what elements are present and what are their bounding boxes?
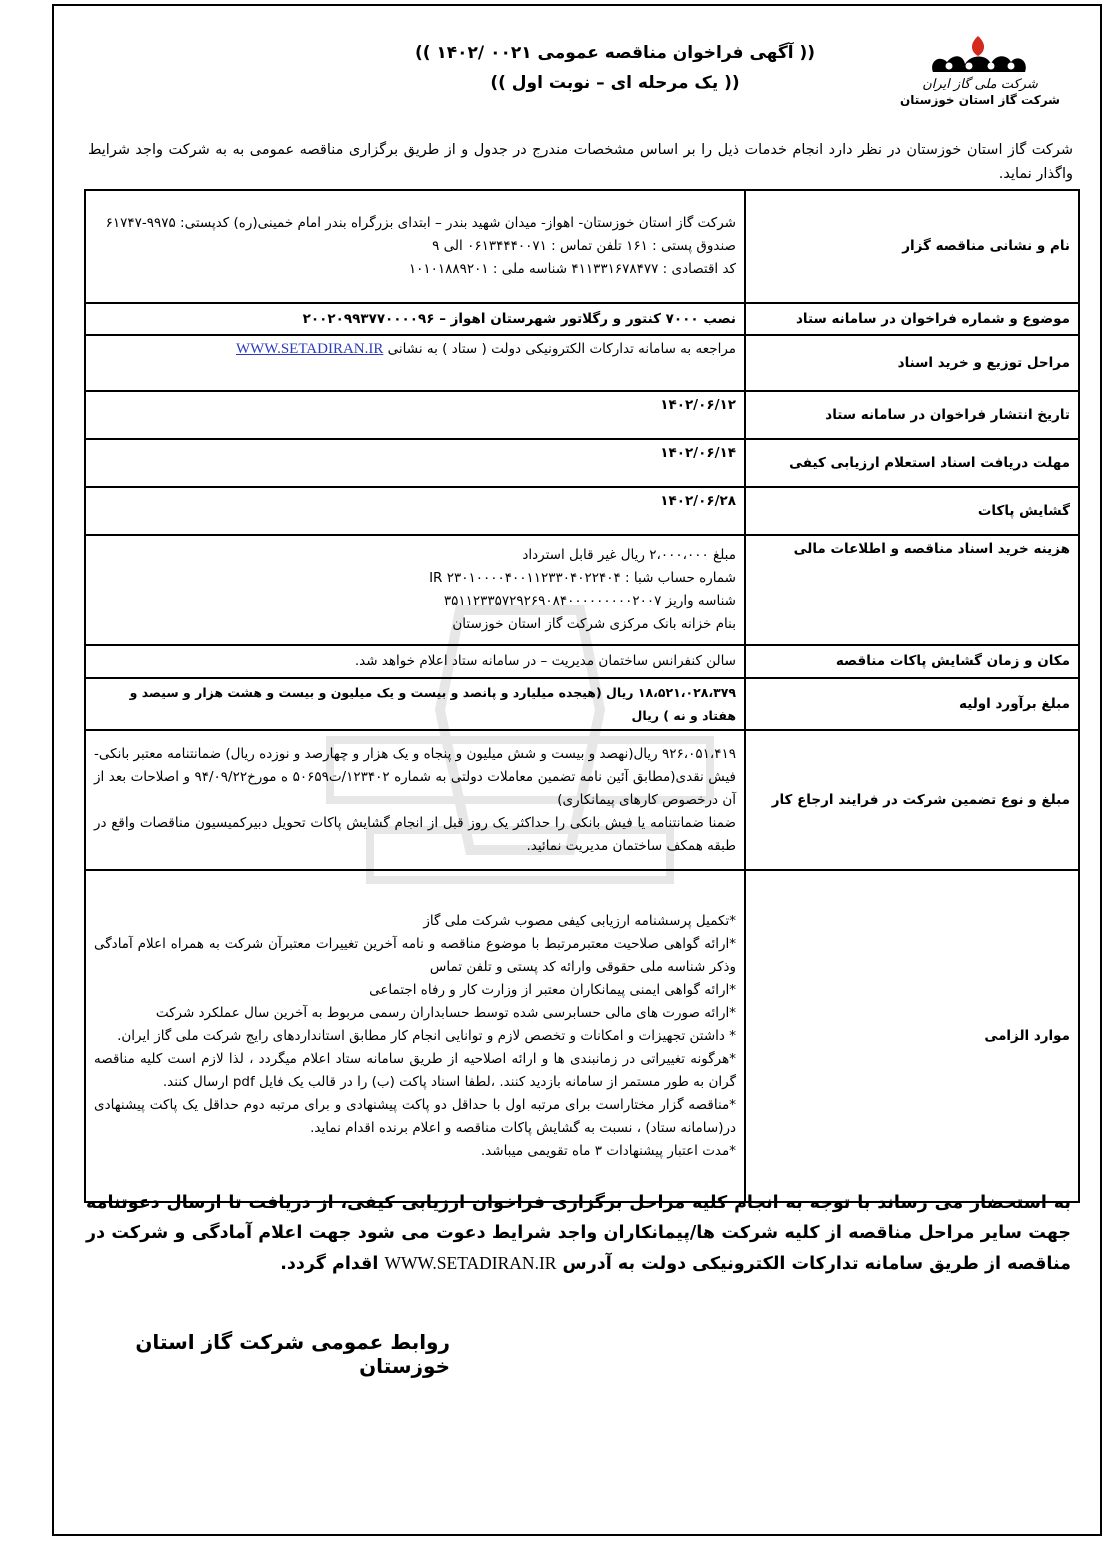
table-row — [85, 487, 1079, 535]
requirement-item: *هرگونه تغییراتی در زمانبندی ها و ارائه اصلاحیه از طریق سامانه ستاد اعلام میگردد ، لذا لازم است کلیه مناقصه گران به طور مستمر از سامانه بازدید کنند. ،لطفا اسناد پاکت (ب) را در قالب یک فایل pdf ارسال کنند. — [94, 1050, 736, 1090]
value-line: ۱۴۰۲/۰۶/۱۲ — [660, 397, 736, 413]
row-value — [85, 190, 745, 303]
value-line: شماره حساب شبا : IR ۲۳۰۱۰۰۰۰۴۰۰۱۱۲۳۳۰۴۰۲۲۴۰۴ — [429, 570, 736, 586]
table-row — [85, 870, 1079, 1202]
row-value — [85, 391, 745, 439]
flame-logo-icon — [925, 32, 1035, 78]
row-value — [85, 870, 745, 1202]
value-line: ضمنا ضمانتنامه یا فیش بانکی را حداکثر یک روز قبل از انجام گشایش پاکات تحویل دبیرکمیسیون مناقصات واقع در طبقه همکف ساختمان مدیریت نمائید. — [94, 814, 736, 854]
row-value — [85, 678, 745, 730]
tender-details-table — [84, 189, 1080, 1203]
row-value — [85, 439, 745, 487]
row-value — [85, 645, 745, 678]
row-label: مکان و زمان گشایش پاکات مناقصه — [745, 645, 1079, 678]
table-row — [85, 678, 1079, 730]
row-label: مراحل توزیع و خرید اسناد — [745, 335, 1079, 391]
value-line: ۹۲۶،۰۵۱،۴۱۹ ریال(نهصد و بیست و شش میلیون و پنجاه و یک هزار و چهارصد و نوزده ریال) ضمانتنامه معتبر بانکی- فیش نقدی(مطابق آئین نامه تضمین معاملات دولتی به شماره ۱۲۳۴۰۲/ت۵۰۶۵۹ ه مورخ۹۴/۰۹/۲۲ و اصلاحات بعد از آن درخصوص کارهای پیمانکاری) — [94, 745, 736, 808]
table-row — [85, 391, 1079, 439]
row-value — [85, 335, 745, 391]
row-label: مبلغ و نوع تضمین شرکت در فرایند ارجاع کار — [745, 730, 1079, 870]
value-line: مبلغ ۲،۰۰۰،۰۰۰ ریال غیر قابل استرداد — [522, 547, 736, 563]
value-line: شرکت گاز استان خوزستان- اهواز- میدان شهید بندر – ابتدای بزرگراه بندر امام خمینی(ره) کدپستی: ۹۹۷۵-۶۱۷۴۷ — [105, 215, 736, 231]
row-label: نام و نشانی مناقصه گزار — [745, 190, 1079, 303]
signature: روابط عمومی شرکت گاز استان خوزستان — [135, 1330, 450, 1378]
row-label: مبلغ برآورد اولیه — [745, 678, 1079, 730]
closing-paragraph — [86, 1188, 1071, 1279]
table-row — [85, 439, 1079, 487]
row-label: تاریخ انتشار فراخوان در سامانه ستاد — [745, 391, 1079, 439]
value-line: ۱۴۰۲/۰۶/۱۴ — [660, 445, 736, 461]
value-line: ۱۸،۵۲۱،۰۲۸،۳۷۹ ریال (هیجده میلیارد و پانصد و بیست و یک میلیون و بیست و هشت هزار و سیصد و هفتاد و نه ) ریال — [129, 685, 736, 723]
logo-script-text: شرکت ملی گاز ایران — [922, 77, 1038, 92]
table-row — [85, 535, 1079, 645]
requirement-item: *مناقصه گزار مختاراست برای مرتبه اول با حداقل دو پاکت پیشنهادی و برای مرتبه دوم حداقل یک پاکت پیشنهادی در(سامانه ستاد) ، نسبت به گشایش پاکات مناقصه و اعلام برنده اقدام نماید. — [94, 1096, 736, 1136]
title-line-1: (( آگهی فراخوان مناقصه عمومی ۰۰۲۱ /۱۴۰۲ )) — [414, 43, 816, 63]
row-value — [85, 303, 745, 335]
row-value — [85, 487, 745, 535]
setadiran-link[interactable]: WWW.SETADIRAN.IR — [235, 341, 384, 357]
row-label: هزینه خرید اسناد مناقصه و اطلاعات مالی — [745, 535, 1079, 645]
logo-company-name: شرکت گاز استان خوزستان — [900, 93, 1060, 107]
row-label: گشایش پاکات — [745, 487, 1079, 535]
value-line: سالن کنفرانس ساختمان مدیریت – در سامانه ستاد اعلام خواهد شد. — [354, 653, 736, 669]
company-logo — [880, 32, 1080, 112]
row-label: موضوع و شماره فراخوان در سامانه ستاد — [745, 303, 1079, 335]
value-line: نصب ۷۰۰۰ کنتور و رگلاتور شهرستان اهواز – ۲۰۰۲۰۹۹۳۷۷۰۰۰۰۹۶ — [302, 310, 736, 327]
row-label: موارد الزامی — [745, 870, 1079, 1202]
intro-paragraph: شرکت گاز استان خوزستان در نظر دارد انجام خدمات ذیل را بر اساس مشخصات مندرج در جدول و از طریق برگزاری مناقصه عمومی به به شرکت واجد شرایط واگذار نماید. — [88, 142, 1073, 182]
table-row — [85, 645, 1079, 678]
requirement-item: *تکمیل پرسشنامه ارزیابی کیفی مصوب شرکت ملی گاز — [423, 912, 736, 929]
value-line: ۱۴۰۲/۰۶/۲۸ — [660, 493, 736, 509]
closing-text: به استحضار می رساند با توجه به انجام کلیه مراحل برگزاری فراخوان ارزیابی کیفی، از دریافت تا ارسال دعوتنامه جهت سایر مراحل مناقصه از کلیه شرکت ها/پیمانکاران واجد شرایط دعوت می شود جهت اعلام آمادگی و شرکت در مناقصه از طریق سامانه تدارکات الکترونیکی دولت به آدرس — [86, 1193, 1071, 1274]
value-line: مراجعه به سامانه تدارکات الکترونیکی دولت ( ستاد ) به نشانی — [387, 341, 736, 357]
requirement-item: *ارائه گواهی ایمنی پیمانکاران معتبر از وزارت کار و رفاه اجتماعی — [369, 981, 736, 998]
value-line: شناسه واریز ۳۵۱۱۲۳۳۵۷۲۹۲۶۹۰۸۴۰۰۰۰۰۰۰۰۰۲۰۰۷ — [443, 593, 736, 609]
announcement-title — [380, 38, 850, 98]
table-row — [85, 303, 1079, 335]
row-value — [85, 535, 745, 645]
value-line: بنام خزانه بانک مرکزی شرکت گاز استان خوزستان — [452, 616, 736, 632]
table-row — [85, 190, 1079, 303]
row-value — [85, 730, 745, 870]
requirement-item: *ارائه صورت های مالی حسابرسی شده توسط حسابداران رسمی مربوط به آخرین سال عملکرد شرکت — [155, 1004, 736, 1021]
table-row — [85, 335, 1079, 391]
row-label: مهلت دریافت اسناد استعلام ارزیابی کیفی — [745, 439, 1079, 487]
closing-end-text: اقدام گردد. — [280, 1254, 379, 1274]
value-line: کد اقتصادی : ۴۱۱۳۳۱۶۷۸۴۷۷ شناسه ملی : ۱۰۱۰۱۸۸۹۲۰۱ — [408, 261, 736, 277]
table-row — [85, 730, 1079, 870]
requirement-item: *ارائه گواهی صلاحیت معتبرمرتبط با موضوع مناقصه و نامه آخرین تغییرات معتبرآن شرکت به همراه اعلام آمادگی وذکر شناسه ملی حقوقی وارائه کد پستی و تلفن تماس — [94, 935, 736, 975]
requirement-item: *مدت اعتبار پیشنهادات ۳ ماه تقویمی میباشد. — [480, 1142, 736, 1159]
title-line-2: (( یک مرحله ای – نوبت اول )) — [490, 73, 740, 93]
requirement-item: * داشتن تجهیزات و امکانات و تخصص لازم و توانایی انجام کار مطابق استانداردهای رایج شرکت ملی گاز ایران. — [117, 1027, 736, 1044]
closing-url-link[interactable]: WWW.SETADIRAN.IR — [384, 1253, 557, 1273]
value-line: صندوق پستی : ۱۶۱ تلفن تماس : ۰۶۱۳۴۴۴۰۰۷۱ الی ۹ — [432, 238, 736, 254]
